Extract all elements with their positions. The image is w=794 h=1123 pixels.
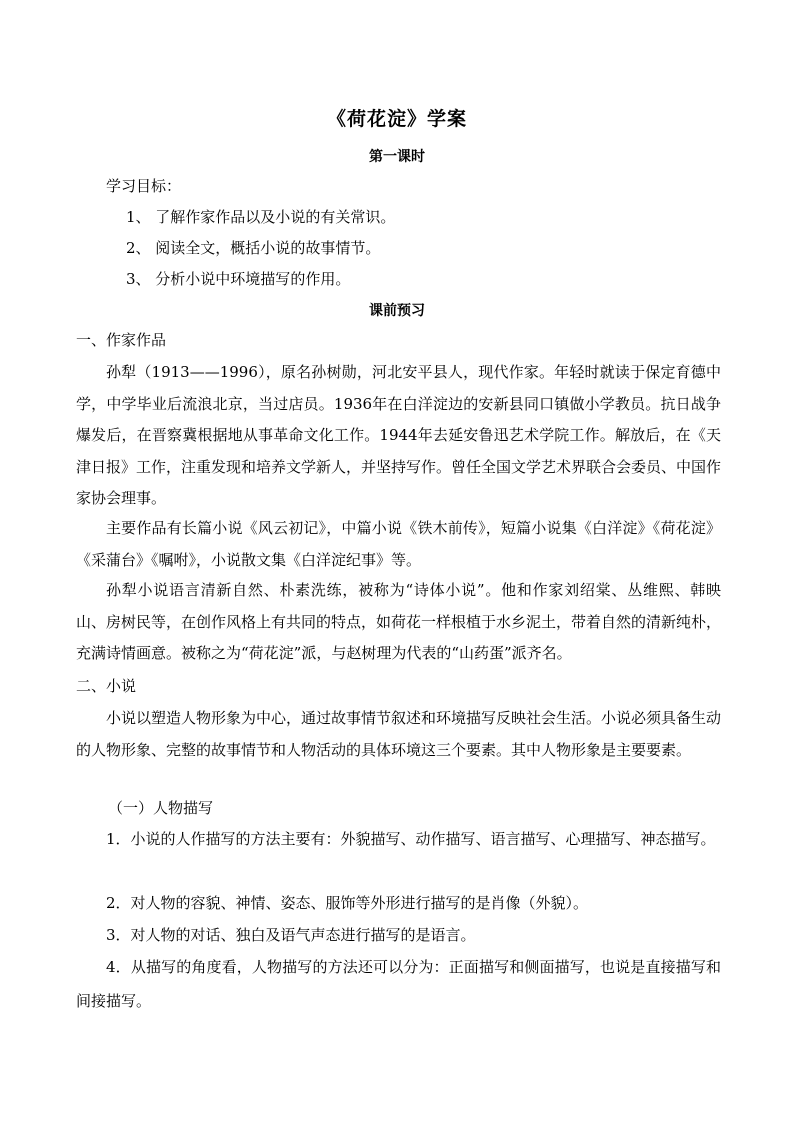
objective-item: 2、 阅读全文，概括小说的故事情节。 <box>126 239 381 257</box>
point-paragraph: 3．对人物的对话、独白及语气声态进行描写的是语言。 <box>106 926 476 944</box>
objective-item: 3、 分析小说中环境描写的作用。 <box>126 270 351 288</box>
section-heading-novel: 二、小说 <box>76 677 137 695</box>
objectives-heading: 学习目标： <box>106 177 182 195</box>
point-paragraph: 1．小说的人作描写的方法主要有：外貌描写、动作描写、语言描写、心理描写、神态描写。 <box>106 830 716 848</box>
point-paragraph: 4．从描写的角度看，人物描写的方法还可以分为：正面描写和侧面描写，也说是直接描写和间接描写。 <box>76 958 721 1010</box>
style-paragraph: 孙犁小说语言清新自然、朴素洗练，被称为“诗体小说”。他和作家刘绍棠、丛维熙、韩映山、房树民等，在创作风格上有共同的特点，如荷花一样根植于水乡泥土，带着自然的清新纯朴，充满诗情画意。被称之为“荷花淀”派，与赵树理为代表的“山药蛋”派齐名。 <box>76 581 722 662</box>
novel-intro-paragraph: 小说以塑造人物形象为中心，通过故事情节叙述和环境描写反映社会生活。小说必须具备生动的人物形象、完整的故事情节和人物活动的具体环境这三个要素。其中人物形象是主要要素。 <box>76 709 722 759</box>
lesson-label: 第一课时 <box>369 149 425 165</box>
document-title: 《荷花淀》学案 <box>326 108 467 130</box>
point-paragraph: 2．对人物的容貌、神情、姿态、服饰等外形进行描写的是肖像（外貌）。 <box>106 894 589 912</box>
objective-item: 1、 了解作家作品以及小说的有关常识。 <box>126 208 396 226</box>
section-heading-author: 一、作家作品 <box>76 331 167 349</box>
author-bio-paragraph: 孙犁（1913——1996），原名孙树勋，河北安平县人，现代作家。年轻时就读于保定育德中学，中学毕业后流浪北京，当过店员。1936年在白洋淀边的安新县同口镇做小学教员。抗日战争爆发后，在晋察冀根据地从事革命文化工作。1944年去延安鲁迅艺术学院工作。解放后，在《天津日报》工作，注重发现和培养文学新人，并坚持写作。曾任全国文学艺术界联合会委员、中国作家协会理事。 <box>76 363 722 507</box>
subsection-heading: （一）人物描写 <box>108 799 214 817</box>
preview-heading: 课前预习 <box>369 303 425 319</box>
works-paragraph: 主要作品有长篇小说《风云初记》，中篇小说《铁木前传》，短篇小说集《白洋淀》《荷花淀》《采蒲台》《嘱咐》，小说散文集《白洋淀纪事》等。 <box>76 519 721 569</box>
